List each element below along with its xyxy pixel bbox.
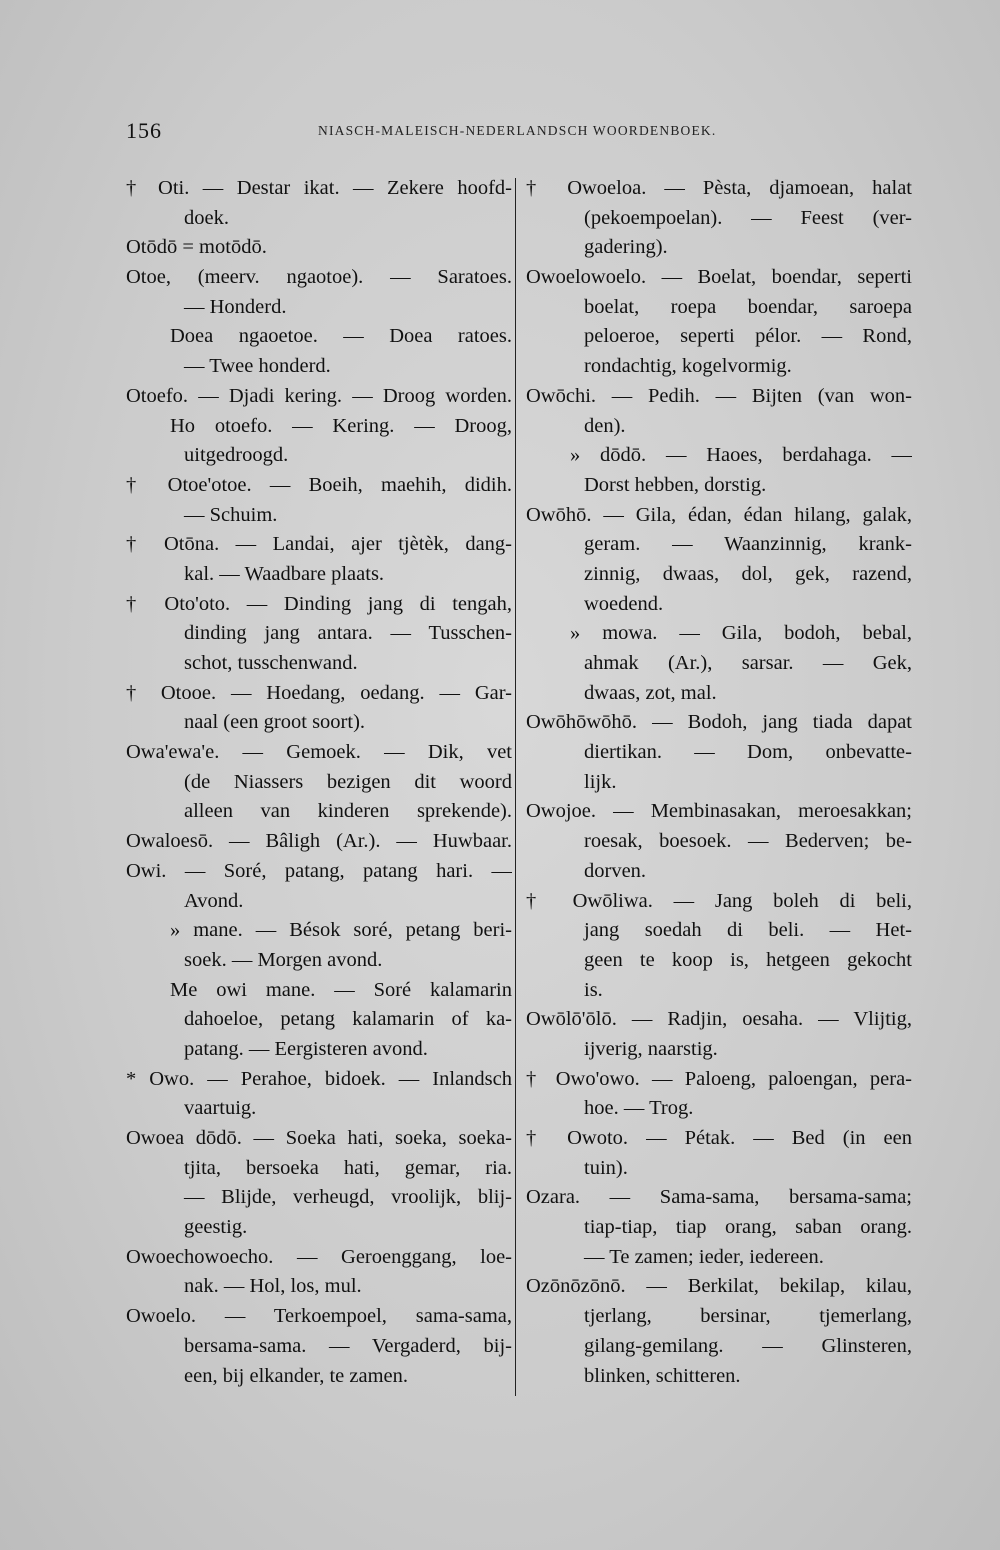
dictionary-line: Owōhō. — Gila, édan, édan hilang, galak,	[526, 503, 912, 526]
dictionary-line: † Oto'oto. — Dinding jang di tengah,	[126, 592, 512, 615]
dictionary-line: tjita, bersoeka hati, gemar, ria.	[184, 1156, 512, 1179]
dictionary-line: Owōchi. — Pedih. — Bijten (van won-	[526, 384, 912, 407]
dictionary-line: Owojoe. — Membinasakan, meroesakkan;	[526, 800, 912, 823]
dictionary-line: nak. — Hol, los, mul.	[184, 1275, 362, 1298]
dictionary-line: Otoe, (meerv. ngaotoe). — Saratoes.	[126, 266, 512, 289]
dictionary-line: blinken, schitteren.	[584, 1364, 741, 1387]
dictionary-line: een, bij elkander, te zamen.	[184, 1364, 408, 1387]
dictionary-line: jang soedah di beli. — Het-	[584, 919, 912, 942]
dictionary-line: (pekoempoelan). — Feest (ver-	[584, 206, 912, 229]
dictionary-line: dahoeloe, petang kalamarin of ka-	[184, 1008, 512, 1031]
dictionary-line: hoe. — Trog.	[584, 1097, 694, 1120]
dictionary-line: lijk.	[584, 770, 617, 793]
dictionary-line: Ozara. — Sama-sama, bersama-sama;	[526, 1186, 912, 1209]
dictionary-line: † Oti. — Destar ikat. — Zekere hoofd-	[126, 177, 512, 199]
dictionary-line: gilang-gemilang. — Glinsteren,	[584, 1334, 912, 1357]
dictionary-line: bersama-sama. — Vergaderd, bij-	[184, 1334, 512, 1357]
dictionary-line: Otōdō = motōdō.	[126, 236, 267, 259]
dictionary-line: dorven.	[584, 859, 647, 882]
page-header	[126, 118, 916, 148]
dictionary-line: ahmak (Ar.), sarsar. — Gek,	[584, 652, 912, 674]
dictionary-line: — Honderd.	[184, 295, 287, 318]
dictionary-line: » dōdō. — Haoes, berdahaga. —	[570, 444, 912, 467]
dictionary-line: — Blijde, verheugd, vroolijk, blij-	[184, 1186, 512, 1209]
dictionary-line: doek.	[184, 206, 229, 229]
dictionary-line: roesak, boesoek. — Bederven; be-	[584, 830, 912, 853]
dictionary-line: — Twee honderd.	[184, 355, 331, 378]
dictionary-line: alleen van kinderen sprekende).	[184, 800, 512, 823]
dictionary-line: Owōlō'ōlō. — Radjin, oesaha. — Vlijtig,	[526, 1008, 912, 1031]
dictionary-line: Dorst hebben, dorstig.	[584, 473, 767, 496]
dictionary-line: — Te zamen; ieder, iedereen.	[584, 1245, 824, 1268]
dictionary-line: Otoefo. — Djadi kering. — Droog worden.	[126, 384, 512, 407]
dictionary-line: tiap-tiap, tiap orang, saban orang.	[584, 1216, 912, 1239]
dictionary-line: † Owoto. — Pétak. — Bed (in een	[526, 1127, 912, 1149]
dictionary-line: dinding jang antara. — Tusschen-	[184, 622, 512, 645]
dictionary-line: tjerlang, bersinar, tjemerlang,	[584, 1305, 912, 1328]
dictionary-line: † Owoeloa. — Pèsta, djamoean, halat	[526, 177, 912, 199]
dictionary-line: † Owo'owo. — Paloeng, paloengan, pera-	[526, 1067, 912, 1090]
dictionary-line: † Otooe. — Hoedang, oedang. — Gar-	[126, 681, 512, 704]
dictionary-line: tuin).	[584, 1156, 628, 1179]
dictionary-line: » mane. — Bésok soré, petang beri-	[170, 919, 512, 942]
dictionary-line: » mowa. — Gila, bodoh, bebal,	[570, 622, 912, 645]
left-column	[126, 174, 512, 1391]
dictionary-line: Owoelowoelo. — Boelat, boendar, seperti	[526, 266, 912, 289]
dictionary-line: geen te koop is, hetgeen gekocht	[584, 948, 912, 971]
dictionary-line: is.	[584, 978, 603, 1001]
page-number: 156	[126, 118, 162, 143]
dictionary-line: Owōhōwōhō. — Bodoh, jang tiada dapat	[526, 711, 912, 734]
dictionary-line: Owoea dōdō. — Soeka hati, soeka, soeka-	[126, 1127, 512, 1149]
dictionary-line: Owi. — Soré, patang, patang hari. —	[126, 859, 512, 882]
dictionary-line: kal. — Waadbare plaats.	[184, 562, 385, 585]
dictionary-line: peloeroe, seperti pélor. — Rond,	[584, 325, 912, 348]
dictionary-line: geestig.	[184, 1216, 248, 1239]
dictionary-line: Owaloesō. — Bâligh (Ar.). — Huwbaar.	[126, 830, 512, 853]
dictionary-line: gadering).	[584, 236, 668, 259]
dictionary-line: Owa'ewa'e. — Gemoek. — Dik, vet	[126, 741, 512, 764]
dictionary-line: soek. — Morgen avond.	[184, 948, 383, 971]
right-column	[526, 174, 912, 1391]
dictionary-line: Ho otoefo. — Kering. — Droog,	[170, 414, 512, 437]
dictionary-line: ijverig, naarstig.	[584, 1037, 718, 1060]
dictionary-line: geram. — Waanzinnig, krank-	[584, 533, 912, 556]
dictionary-line: schot, tusschenwand.	[184, 652, 358, 674]
dictionary-line: Ozōnōzōnō. — Berkilat, bekilap, kilau,	[526, 1275, 912, 1298]
dictionary-line: Doea ngaoetoe. — Doea ratoes.	[170, 325, 512, 348]
dictionary-line: diertikan. — Dom, onbevatte-	[584, 741, 912, 764]
dictionary-line: † Otōna. — Landai, ajer tjètèk, dang-	[126, 533, 512, 556]
dictionary-line: — Schuim.	[184, 503, 278, 526]
dictionary-line: den).	[584, 414, 626, 437]
dictionary-line: Owoelo. — Terkoempoel, sama-sama,	[126, 1305, 512, 1328]
dictionary-line: naal (een groot soort).	[184, 711, 366, 734]
running-title: NIASCH-MALEISCH-NEDERLANDSCH WOORDENBOEK.	[318, 123, 717, 138]
dictionary-line: Me owi mane. — Soré kalamarin	[170, 978, 512, 1001]
dictionary-line: vaartuig.	[184, 1097, 257, 1120]
dictionary-line: uitgedroogd.	[184, 444, 289, 467]
dictionary-line: Avond.	[184, 889, 244, 912]
dictionary-line: rondachtig, kogelvormig.	[584, 355, 792, 378]
dictionary-line: woedend.	[584, 592, 664, 615]
dictionary-line: patang. — Eergisteren avond.	[184, 1037, 428, 1060]
dictionary-line: boelat, roepa boendar, saroepa	[584, 295, 912, 318]
dictionary-line: † Owōliwa. — Jang boleh di beli,	[526, 889, 912, 912]
dictionary-line: † Otoe'otoe. — Boeih, maehih, didih.	[126, 473, 512, 496]
dictionary-line: zinnig, dwaas, dol, gek, razend,	[584, 562, 912, 585]
dictionary-line: * Owo. — Perahoe, bidoek. — Inlandsch	[126, 1067, 512, 1090]
dictionary-line: (de Niassers bezigen dit woord	[184, 770, 512, 793]
dictionary-line: dwaas, zot, mal.	[584, 681, 717, 704]
column-divider	[515, 178, 516, 1396]
dictionary-line: Owoechowoecho. — Geroenggang, loe-	[126, 1245, 512, 1268]
